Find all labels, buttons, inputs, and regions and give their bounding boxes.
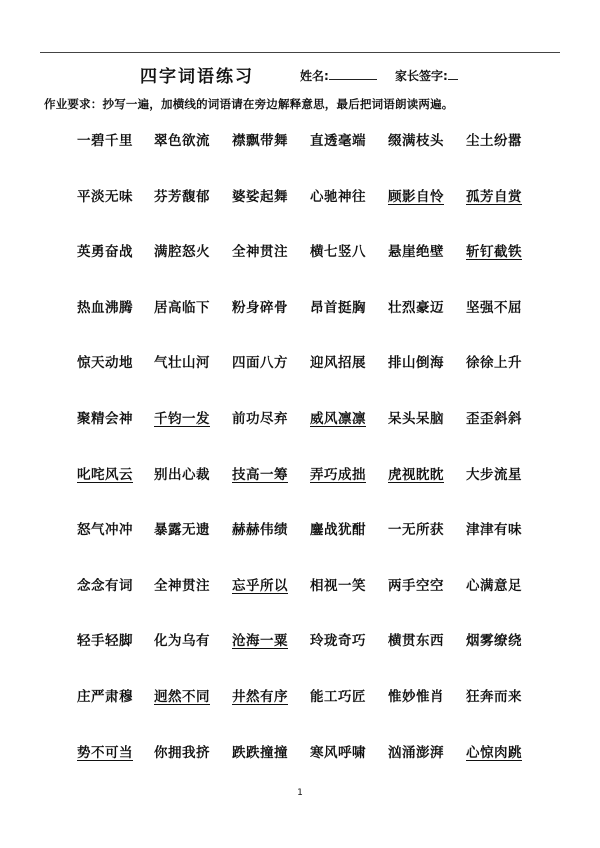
idiom: 汹涌澎湃 [388, 744, 444, 761]
idiom: 徐徐上升 [466, 355, 522, 372]
idiom-underlined: 孤芳自赏 [466, 188, 522, 205]
idiom-underlined: 虎视眈眈 [388, 466, 444, 483]
idiom: 全神贯注 [154, 577, 210, 594]
idiom: 狂奔而来 [466, 689, 522, 705]
idiom-underlined: 斩钉截铁 [466, 244, 522, 261]
idiom: 心驰神往 [310, 188, 366, 205]
idiom: 壮烈豪迈 [388, 299, 444, 316]
idiom: 心满意足 [466, 577, 522, 594]
idiom: 气壮山河 [154, 355, 210, 372]
parent-signature-field [395, 67, 458, 84]
idiom: 翠色欲流 [154, 133, 210, 149]
idiom: 津津有味 [466, 522, 522, 539]
idiom-row [0, 129, 600, 159]
page-number: 1 [297, 788, 303, 798]
idiom: 全神贯注 [232, 244, 288, 261]
idiom: 聚精会神 [77, 411, 133, 427]
idiom-row [0, 185, 600, 215]
signature-blank [448, 79, 458, 80]
top-rule [40, 52, 560, 53]
idiom-underlined: 井然有序 [232, 689, 288, 705]
idiom: 英勇奋战 [77, 244, 133, 261]
page-title: 四字词语练习 [140, 67, 254, 87]
idiom: 前功尽弃 [232, 411, 288, 427]
name-label: 姓名: [300, 69, 329, 83]
idiom-underlined: 威风凛凛 [310, 411, 366, 427]
idiom: 横贯东西 [388, 633, 444, 650]
idiom-row [0, 351, 600, 381]
idiom: 暴露无遗 [154, 522, 210, 539]
idiom-row [0, 685, 600, 715]
idiom: 能工巧匠 [310, 689, 366, 705]
idiom-underlined: 沧海一粟 [232, 633, 288, 650]
idiom: 呆头呆脑 [388, 411, 444, 427]
idiom: 别出心裁 [154, 466, 210, 483]
idiom: 一无所获 [388, 522, 444, 539]
idiom-row [0, 463, 600, 493]
name-blank [329, 79, 377, 80]
idiom: 赫赫伟绩 [232, 522, 288, 539]
idiom: 玲珑奇巧 [310, 633, 366, 650]
parent-signature-label: 家长签字: [395, 69, 448, 83]
idiom: 居高临下 [154, 299, 210, 316]
idiom: 惟妙惟肖 [388, 689, 444, 705]
name-field [300, 67, 377, 84]
idiom: 热血沸腾 [77, 299, 133, 316]
idiom: 直透毫端 [310, 133, 366, 149]
idiom: 念念有词 [77, 577, 133, 594]
instruction-text: 作业要求：抄写一遍，加横线的词语请在旁边解释意思，最后把词语朗读两遍。 [44, 97, 454, 111]
idiom-underlined: 势不可当 [77, 744, 133, 761]
idiom-underlined: 弄巧成拙 [310, 466, 366, 483]
idiom: 惊天动地 [77, 355, 133, 372]
idiom-underlined: 千钧一发 [154, 411, 210, 427]
idiom: 粉身碎骨 [232, 299, 288, 316]
idiom-row [0, 240, 600, 270]
idiom-row [0, 574, 600, 604]
idiom-row [0, 518, 600, 548]
idiom: 相视一笑 [310, 577, 366, 594]
idiom-row [0, 407, 600, 437]
idiom: 歪歪斜斜 [466, 411, 522, 427]
idiom: 烟雾缭绕 [466, 633, 522, 650]
idiom: 满腔怒火 [154, 244, 210, 261]
idiom: 轻手轻脚 [77, 633, 133, 650]
idiom-underlined: 迥然不同 [154, 689, 210, 705]
idiom: 跌跌撞撞 [232, 744, 288, 761]
idiom: 寒风呼啸 [310, 744, 366, 761]
worksheet-header [0, 62, 600, 86]
idiom-underlined: 叱咤风云 [77, 466, 133, 483]
idiom: 横七竖八 [310, 244, 366, 261]
idiom: 你拥我挤 [154, 744, 210, 761]
idiom: 怒气冲冲 [77, 522, 133, 539]
idiom: 坚强不屈 [466, 299, 522, 316]
idiom: 平淡无味 [77, 188, 133, 205]
idiom: 昂首挺胸 [310, 299, 366, 316]
idiom: 芬芳馥郁 [154, 188, 210, 205]
idiom: 两手空空 [388, 577, 444, 594]
idiom: 缀满枝头 [388, 133, 444, 149]
idiom: 鏖战犹酣 [310, 522, 366, 539]
idiom: 婆娑起舞 [232, 188, 288, 205]
idiom-underlined: 顾影自怜 [388, 188, 444, 205]
idiom-underlined: 技高一筹 [232, 466, 288, 483]
idiom-row [0, 296, 600, 326]
idiom: 襟飘带舞 [232, 133, 288, 149]
idiom: 一碧千里 [77, 133, 133, 149]
idiom: 尘土纷嚣 [466, 133, 522, 149]
idiom: 四面八方 [232, 355, 288, 372]
idiom: 悬崖绝壁 [388, 244, 444, 261]
idiom-underlined: 忘乎所以 [232, 577, 288, 594]
idiom: 大步流星 [466, 466, 522, 483]
idiom: 排山倒海 [388, 355, 444, 372]
idiom: 庄严肃穆 [77, 689, 133, 705]
idiom-row [0, 741, 600, 771]
idiom: 迎风招展 [310, 355, 366, 372]
idiom-row [0, 629, 600, 659]
idiom: 化为乌有 [154, 633, 210, 650]
idiom-underlined: 心惊肉跳 [466, 744, 522, 761]
